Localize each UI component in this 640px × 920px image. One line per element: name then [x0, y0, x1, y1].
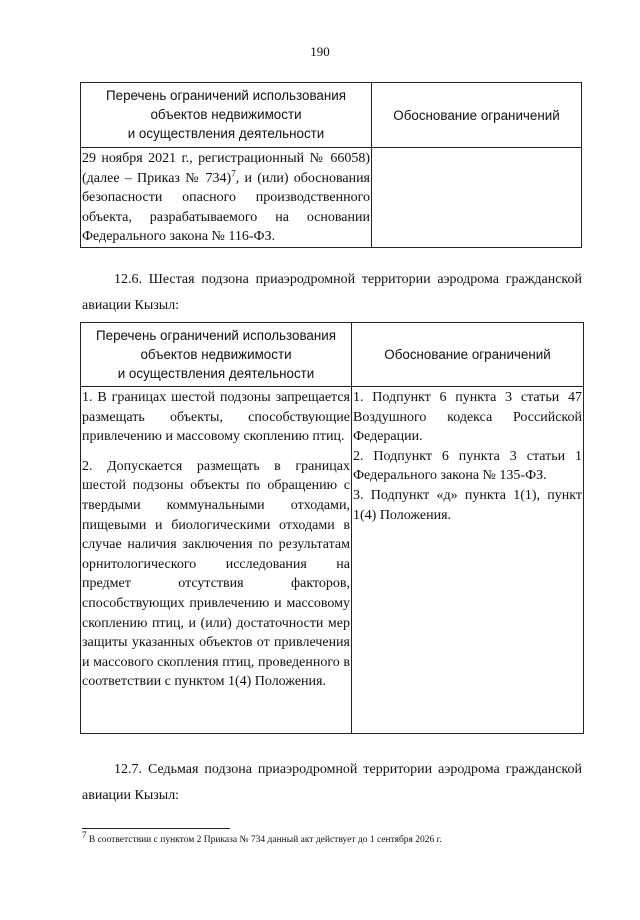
footnote [82, 829, 602, 846]
restriction-text-cont: , и (или) обоснования безопасности опасного производственного объекта, разрабатываемого на основании Федерального закона № 116-ФЗ. [82, 170, 371, 245]
restrictions-table-12-6 [80, 322, 584, 734]
header-line: и осуществления деятельности [127, 126, 325, 141]
justification-cell [372, 148, 582, 248]
restriction-item-1: 1. В границах шестой подзоны запрещается размещать объекты, способствующие привлечению и массовому скоплению птиц. [82, 390, 350, 445]
restriction-item-2: 2. Допускается размещать в границах шестой подзоны объекты по обращению с твердыми коммунальными отходами, пищевыми и биологическими отходами в случае наличия заключения по результатам орнитологического исследования на предмет отсутствия факторов, способствующих привлечению и массовому скоплению птиц, и (или) достаточности мер защиты указанных объектов от привлечения и массового скопления птиц, проведенного в соответствии с пунктом 1(4) Положения. [82, 458, 350, 690]
footnote-mark: 7 [82, 829, 87, 840]
header-line: и осуществления деятельности [117, 366, 315, 381]
justification-cell [352, 387, 584, 734]
header-line: объектов недвижимости [150, 107, 302, 122]
footnote-text: В соответствии с пунктом 2 Приказа № 734 данный акт действует до 1 сентября 2026 г. [86, 835, 442, 845]
restrictions-table-continued [80, 82, 582, 248]
restriction-cell [81, 148, 372, 248]
justification-item-3: 3. Подпункт «д» пункта 1(1), пункт 1(4) Положения. [353, 487, 582, 523]
header-justification: Обоснование ограничений [352, 323, 584, 387]
header-line: объектов недвижимости [140, 347, 292, 362]
footnote-ref: 7 [231, 167, 236, 178]
header-line: Перечень ограничений использования [96, 328, 336, 343]
table-row [81, 148, 582, 248]
justification-item-1: 1. Подпункт 6 пункта 3 статьи 47 Воздушного кодекса Российской Федерации. [353, 390, 582, 445]
section-heading-12-7: 12.7. Седьмая подзона приаэродромной территории аэродрома гражданской авиации Кызыл: [82, 762, 582, 803]
footnote-separator [82, 828, 230, 829]
header-line: Перечень ограничений использования [106, 88, 346, 103]
table-header-row [81, 323, 584, 387]
section-heading-12-6: 12.6. Шестая подзона приаэродромной территории аэродрома гражданской авиации Кызыл: [82, 272, 582, 313]
table-row [81, 387, 584, 734]
justification-item-2: 2. Подпункт 6 пункта 3 статьи 1 Федерального закона № 135-ФЗ. [353, 448, 582, 484]
restriction-text: 29 ноября 2021 г., регистрационный № 66058) (далее – Приказ № 734) [82, 151, 370, 186]
page-number: 190 [310, 44, 330, 59]
header-restrictions-list [81, 323, 352, 387]
header-justification: Обоснование ограничений [372, 83, 582, 148]
header-restrictions-list [81, 83, 372, 148]
restriction-cell [81, 387, 352, 734]
table-header-row [81, 83, 582, 148]
